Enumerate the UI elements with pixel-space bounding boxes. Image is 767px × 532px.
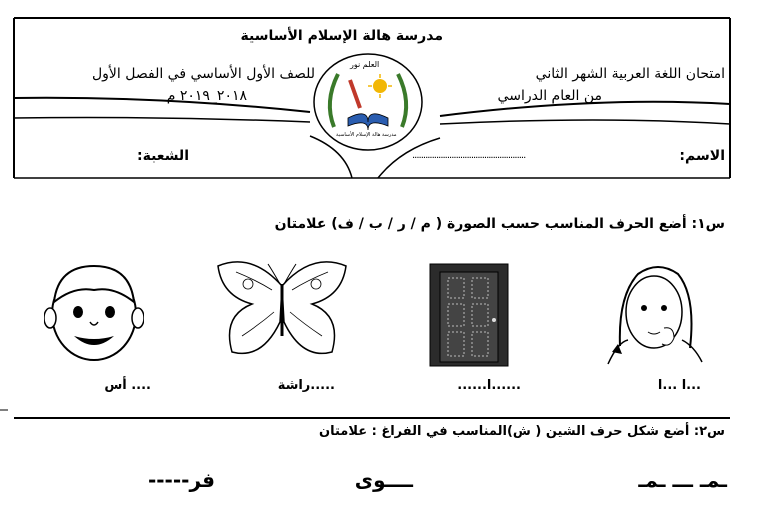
q2-blank-2[interactable]: ــــوى <box>354 468 413 492</box>
school-logo <box>312 52 424 152</box>
q1-answer-girl[interactable]: ...ا ...ا <box>657 378 701 393</box>
grade-label: للصف الأول الأساسي في الفصل الأول <box>91 66 315 82</box>
logo-caption: مدرسة هالة الإسلام الأساسية <box>336 132 397 138</box>
butterfly-picture <box>212 256 352 368</box>
q1-answer-boy[interactable]: .... أس <box>104 378 151 393</box>
academic-year: ٢٠١٨_٢٠١٩ م <box>166 88 247 104</box>
academic-year-label: من العام الدراسي <box>497 88 602 104</box>
q1-prompt: س١: أضع الحرف المناسب حسب الصورة ( م / ر / ب / ف) علامتان <box>274 216 725 232</box>
exam-title: امتحان اللغة العربية الشهر الثاني <box>535 66 725 82</box>
q1-answer-door[interactable]: ......ا...... <box>457 378 521 393</box>
door-picture <box>428 262 510 368</box>
logo-motto: العلم نور <box>350 60 380 69</box>
q1-answer-butterfly[interactable]: .....راشة <box>277 378 335 393</box>
section-label: الشعبة: <box>136 148 189 164</box>
student-name-label: الاسم: <box>679 148 725 164</box>
q2-blank-3[interactable]: فر----- <box>147 468 215 492</box>
boy-face-picture <box>44 256 144 368</box>
q2-blank-1[interactable]: ـمـ ـــ ـمـ <box>638 468 727 492</box>
girl-face-picture <box>598 256 708 366</box>
q2-prompt: س٢: أضع شكل حرف الشين ( ش)المناسب في الفراغ : علامتان <box>319 424 725 439</box>
school-name: مدرسة هالة الإسلام الأساسية <box>240 28 443 44</box>
student-name-field[interactable]: .................................................... <box>412 150 526 161</box>
